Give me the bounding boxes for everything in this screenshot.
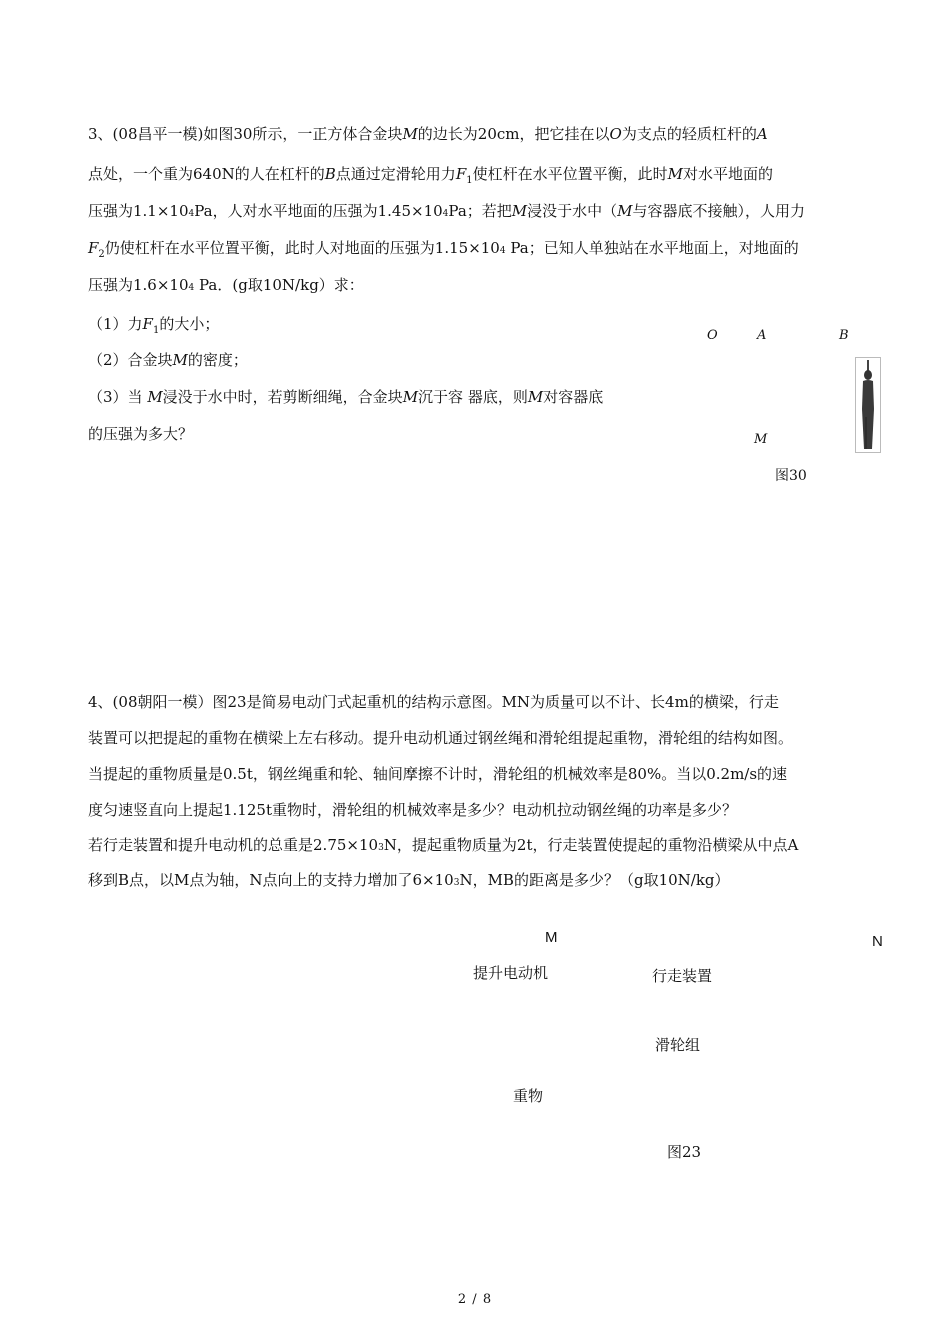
fig23-label-walker: 行走装置 xyxy=(652,967,713,985)
q4-line-4: 度匀速竖直向上提起1.125t重物时，滑轮组的机械效率是多少？电动机拉动钢丝绳的功率是多少？ xyxy=(88,801,737,819)
fig30-caption: 图30 xyxy=(775,468,807,484)
fig30-label-b: B xyxy=(839,328,849,343)
q3-subquestion-1: （1）力$F_1$的大小； xyxy=(88,315,220,336)
q4-line-5: 若行走装置和提升电动机的总重是2.75×103N，提起重物质量为2t，行走装置使提起的重物沿横梁从中点A xyxy=(88,836,799,854)
q3-subquestion-3: （3）当 M浸没于水中时，若剪断细绳，合金块M沉于容 器底，则M对容器底 xyxy=(88,388,604,406)
fig30-label-m: M xyxy=(754,432,768,447)
q4-line-3: 当提起的重物质量是0.5t，钢丝绳重和轮、轴间摩擦不计时，滑轮组的机械效率是80%。当以0.2m/s的速 xyxy=(88,765,788,783)
fig23-caption: 图23 xyxy=(667,1143,702,1161)
fig23-label-pulley: 滑轮组 xyxy=(655,1036,701,1054)
q3-line-3: 压强为1.1×104Pa，人对水平地面的压强为1.45×104Pa；若把M浸没于水中（M与容器底不接触），人用力 xyxy=(88,202,806,220)
fig23-label-m: M xyxy=(545,929,558,946)
q3-line-1: 3、(08昌平一模)如图30所示，一正方体合金块M的边长为20cm，把它挂在以O为支点的轻质杠杆的A xyxy=(88,125,768,143)
page-number: 2 / 8 xyxy=(457,1292,493,1307)
q3-line-2: 点处，一个重为640N的人在杠杆的B点通过定滑轮用力$F_1$使杠杆在水平位置平衡，此时M对水平地面的 xyxy=(88,165,773,186)
q3-subquestion-3-cont: 的压强为多大？ xyxy=(88,425,194,443)
fig23-label-weight: 重物 xyxy=(513,1087,544,1105)
q4-line-1: 4、(08朝阳一模）图23是简易电动门式起重机的结构示意图。MN为质量可以不计、长4m的横梁，行走 xyxy=(88,693,779,711)
fig23-label-motor: 提升电动机 xyxy=(473,964,549,982)
fig30-label-a: A xyxy=(757,328,767,343)
q3-line-5: 压强为1.6×104 Pa．(g取10N/kg）求： xyxy=(88,276,364,294)
fig23-label-n: N xyxy=(872,933,883,950)
person-figure xyxy=(855,357,881,453)
q4-line-2: 装置可以把提起的重物在横梁上左右移动。提升电动机通过钢丝绳和滑轮组提起重物，滑轮组的结构如图。 xyxy=(88,729,794,747)
q3-line-4: $F_2$仍使杠杆在水平位置平衡，此时人对地面的压强为1.15×104 Pa；已知人单独站在水平地面上，对地面的 xyxy=(88,239,799,260)
q4-line-6: 移到B点，以M点为轴，N点向上的支持力增加了6×103N，MB的距离是多少？（g取10N/kg） xyxy=(88,871,730,889)
fig30-label-o: O xyxy=(707,328,718,343)
q3-subquestion-2: （2）合金块M的密度； xyxy=(88,351,248,369)
